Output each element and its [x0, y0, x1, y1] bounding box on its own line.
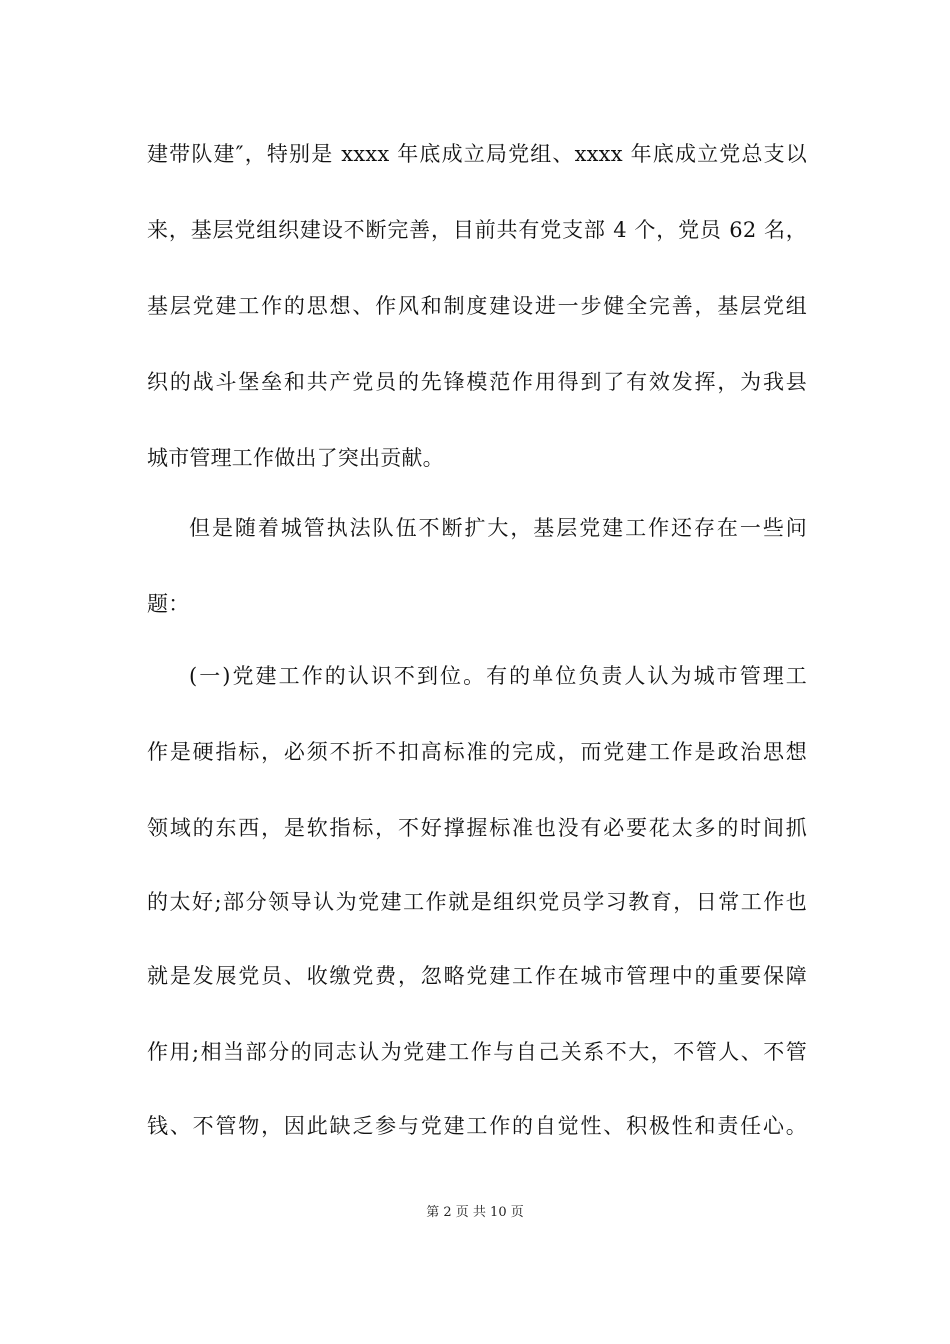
text-line-12: 就是发展党员、收缴党费，忽略党建工作在城市管理中的重要保障	[147, 964, 807, 988]
text-line-13: 作用;相当部分的同志认为党建工作与自己关系不大，不管人、不管	[147, 1040, 807, 1064]
text-line-11: 的太好;部分领导认为党建工作就是组织党员学习教育，日常工作也	[147, 890, 807, 914]
text-line-2: 来，基层党组织建设不断完善，目前共有党支部 4 个，党员 62 名，	[147, 218, 807, 242]
page-number-footer: 第 2 页 共 10 页	[426, 1205, 524, 1220]
text-line-9: 作是硬指标，必须不折不扣高标准的完成，而党建工作是政治思想	[147, 740, 807, 764]
text-line-10: 领域的东西，是软指标，不好撑握标准也没有必要花太多的时间抓	[147, 816, 807, 840]
text-line-3: 基层党建工作的思想、作风和制度建设进一步健全完善，基层党组	[147, 294, 807, 318]
text-line-8: (一)党建工作的认识不到位。有的单位负责人认为城市管理工	[189, 664, 807, 688]
text-line-6: 但是随着城管执法队伍不断扩大，基层党建工作还存在一些问	[189, 516, 807, 540]
text-line-5: 城市管理工作做出了突出贡献。	[147, 446, 444, 470]
text-line-14: 钱、不管物，因此缺乏参与党建工作的自觉性、积极性和责任心。	[147, 1114, 807, 1138]
text-line-4: 织的战斗堡垒和共产党员的先锋模范作用得到了有效发挥，为我县	[147, 370, 807, 394]
text-line-1: 建带队建″，特别是 xxxx 年底成立局党组、xxxx 年底成立党总支以	[147, 142, 807, 166]
text-line-7: 题：	[147, 592, 190, 616]
